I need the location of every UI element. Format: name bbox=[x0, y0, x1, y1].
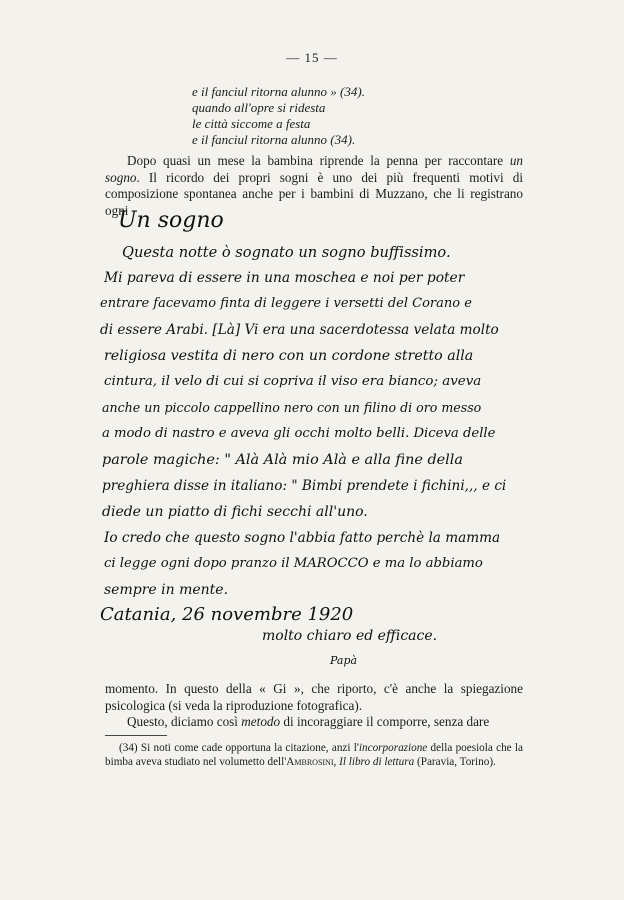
footnote-part2: della poesiola che la bimba aveva studiato nel volumetto dell' bbox=[105, 742, 523, 768]
handwritten-line: Io credo che questo sogno l'abbia fatto perchè la mamma bbox=[104, 530, 501, 546]
handwritten-line: Mi pareva di essere in una moschea e noi per poter bbox=[104, 270, 465, 286]
handwritten-line: Questa notte ò sognato un sogno buffissimo. bbox=[122, 244, 451, 261]
handwritten-line: religiosa vestita di nero con un cordone stretto alla bbox=[104, 348, 474, 364]
handwritten-line: preghiera disse in italiano: " Bimbi prendete i fichini,,, e ci bbox=[102, 478, 507, 494]
handwritten-line: entrare facevamo finta di leggere i versetti del Corano e bbox=[100, 296, 472, 311]
next-paragraph-emph: metodo bbox=[241, 714, 281, 729]
intro-emph: un sogno bbox=[105, 153, 524, 185]
verse-line: e il fanciul ritorna alunno (34). bbox=[192, 132, 356, 147]
footnote-divider bbox=[105, 735, 167, 736]
footnote-part4: (Paravia, Torino). bbox=[414, 756, 496, 768]
verse-line: le città siccome a festa bbox=[192, 116, 311, 131]
footnote bbox=[105, 741, 523, 769]
intro-text-after: . Il ricordo dei propri sogni è uno dei più frequenti motivi di composizione spontanea anche per i bambini di Muzzano, che li registrano ogni bbox=[105, 169, 523, 218]
handwritten-line: cintura, il velo di cui si copriva il viso era bianco; aveva bbox=[104, 374, 482, 389]
handwritten-line: di essere Arabi. [Là] Vi era una sacerdotessa velata molto bbox=[100, 322, 499, 338]
handwritten-date: Catania, 26 novembre 1920 bbox=[100, 604, 354, 625]
continuation-paragraphs bbox=[105, 681, 523, 731]
handwritten-line: parole magiche: " Alà Alà mio Alà e alla fine della bbox=[102, 452, 463, 468]
next-paragraph bbox=[105, 714, 523, 731]
footnote-part1: (34) Si noti come cade opportuna la citazione, anzi l' bbox=[119, 742, 359, 754]
footnote-part3: , bbox=[333, 756, 340, 768]
handwritten-signature: Papà bbox=[330, 654, 358, 667]
handwritten-line: diede un piatto di fichi secchi all'uno. bbox=[102, 504, 368, 520]
verse-line: e il fanciul ritorna alunno » (34). bbox=[192, 84, 365, 99]
next-paragraph-before: Questo, diciamo così bbox=[127, 714, 242, 729]
handwritten-line: sempre in mente. bbox=[104, 582, 229, 598]
footnote-author: Ambrosini bbox=[286, 756, 334, 768]
footnote-emph2: Il libro di lettura bbox=[339, 756, 415, 768]
handwritten-title: Un sogno bbox=[118, 208, 224, 233]
continuation-paragraph: momento. In questo della « Gi », che riporto, c'è anche la spiegazione psicologica (si veda la riproduzione fotografica). bbox=[105, 681, 523, 713]
page-number: — 15 — bbox=[286, 50, 338, 65]
verse-quote bbox=[192, 84, 365, 148]
handwritten-line: a modo di nastro e aveva gli occhi molto belli. Diceva delle bbox=[102, 426, 496, 441]
verse-line: quando all'opre si ridesta bbox=[192, 100, 326, 115]
next-paragraph-after: di incoraggiare il comporre, senza dare bbox=[280, 714, 490, 729]
intro-text-before: Dopo quasi un mese la bambina riprende la penna per raccontare bbox=[127, 153, 504, 168]
handwritten-line: ci legge ogni dopo pranzo il MAROCCO e ma lo abbiamo bbox=[104, 556, 483, 571]
handwritten-line: anche un piccolo cappellino nero con un filino di oro messo bbox=[102, 400, 482, 415]
handwritten-comment: molto chiaro ed efficace. bbox=[262, 628, 438, 644]
footnote-emph1: incorporazione bbox=[358, 742, 428, 754]
